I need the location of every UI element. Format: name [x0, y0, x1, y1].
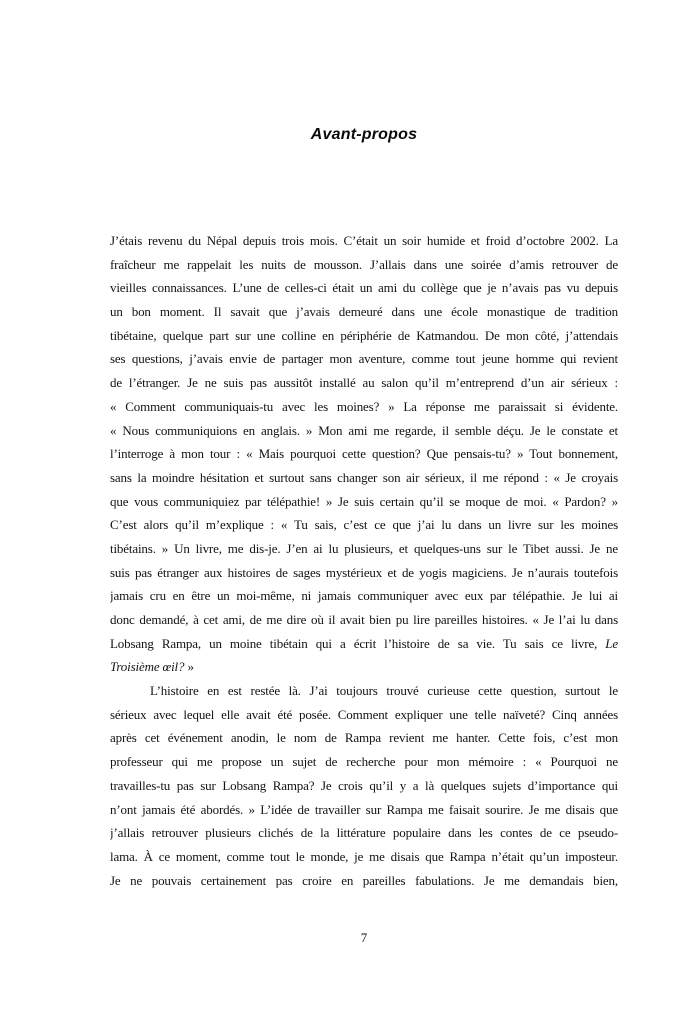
text-segment: l’interroge à mon tour : « Mais pourquoi cette question? Que pensais-tu? » Tout bonnement,	[110, 446, 618, 462]
text-line	[110, 561, 618, 585]
text-segment: que vous communiquiez par télépathie! » Je suis certain qu’il se moque de moi. « Pardon? »	[110, 493, 618, 509]
text-segment: donc demandé, à cet ami, de me dire où il avait bien pu lire pareilles histoires. « Je l’ai lu dans	[110, 612, 618, 627]
text-line	[110, 750, 618, 774]
text-line	[110, 324, 618, 348]
text-line	[110, 821, 618, 845]
text-segment: sans la moindre hésitation et surtout sans changer son air sérieux, il me répond : « Je croyais	[110, 469, 618, 485]
text-segment: Lobsang Rampa, un moine tibétain qui a écrit l’histoire de sa vie. Tu sais ce livre,	[110, 635, 606, 651]
text-line	[110, 229, 618, 253]
text-line	[110, 442, 618, 466]
text-line	[110, 490, 618, 514]
text-line	[110, 300, 618, 324]
text-segment: »	[184, 659, 194, 675]
text-segment: tibétaine, quelque part sur une colline en périphérie de Katmandou. De mon côté, j’attendais	[110, 327, 618, 343]
text-segment: fraîcheur me rappelait les nuits de mousson. J’allais dans une soirée d’amis retrouver de	[110, 256, 618, 272]
text-segment: ses questions, j’avais envie de partager mon aventure, comme tout jeune homme qui revient	[110, 351, 618, 367]
text-line	[110, 253, 618, 277]
text-line	[110, 347, 618, 371]
text-segment: après cet événement anodin, le nom de Rampa revient me hanter. Cette fois, c’est mon	[110, 730, 618, 746]
text-segment: travailles-tu pas sur Lobsang Rampa? Je crois qu’il y a là quelques sujets d’importance qui	[110, 777, 618, 793]
text-line	[110, 276, 618, 300]
text-segment: jamais cru en être un moi-même, ni jamais communiquer avec eux par télépathie. Je lui ai	[110, 588, 618, 604]
text-line	[110, 537, 618, 561]
body-text	[110, 229, 618, 892]
text-segment: « Comment communiquais-tu avec les moines? » La réponse me paraissait si évidente.	[110, 398, 618, 414]
text-line	[110, 584, 618, 608]
text-line	[110, 419, 618, 443]
text-segment: Je ne pouvais certainement pas croire en pareilles fabulations. Je me demandais bien,	[110, 872, 618, 888]
page-title: Avant-propos	[310, 126, 418, 143]
text-line	[110, 869, 618, 893]
text-line	[110, 608, 618, 632]
text-line	[110, 371, 618, 395]
text-line	[110, 513, 618, 537]
text-segment: tibétains. » Un livre, me dis-je. J’en ai lu plusieurs, et quelques-uns sur le Tibet aussi. Je ne	[110, 540, 618, 556]
text-segment: C’est alors qu’il m’explique : « Tu sais, c’est ce que j’ai lu dans un livre sur les moines	[110, 517, 618, 533]
text-line	[110, 632, 618, 656]
text-segment: sérieux avec lequel elle avait été posée. Comment expliquer une telle naïveté? Cinq années	[110, 706, 618, 722]
text-segment: professeur qui me propose un sujet de recherche pour mon mémoire : « Pourquoi ne	[110, 754, 618, 770]
text-segment: L’histoire en est restée là. J’ai toujours trouvé curieuse cette question, surtout le	[150, 683, 618, 699]
text-line	[110, 395, 618, 419]
text-segment: n’ont jamais été abordés. » L’idée de travailler sur Rampa me faisait sourire. Je me disais que	[110, 801, 618, 817]
text-segment: un bon moment. Il savait que j’avais demeuré dans une école monastique de tradition	[110, 304, 618, 320]
text-segment: J’étais revenu du Népal depuis trois mois. C’était un soir humide et froid d’octobre 2002. La	[110, 233, 618, 248]
text-segment: lama. À ce moment, comme tout le monde, je me disais que Rampa n’était qu’un imposteur.	[110, 848, 618, 864]
text-segment: j’allais retrouver plusieurs clichés de la littérature populaire dans les contes de ce pseudo-	[110, 825, 618, 841]
text-segment: « Nous communiquions en anglais. » Mon ami me regarde, il semble déçu. Je le constate et	[110, 422, 618, 438]
text-line	[110, 679, 618, 703]
text-line	[110, 466, 618, 490]
text-segment: suis pas étranger aux histoires de sages mystérieux et de yogis magiciens. Je n’aurais toutefois	[110, 564, 618, 580]
text-line	[110, 703, 618, 727]
text-line	[110, 655, 618, 679]
text-line	[110, 726, 618, 750]
page-number: 7	[360, 930, 368, 945]
text-line	[110, 798, 618, 822]
text-line	[110, 845, 618, 869]
text-segment: de l’étranger. Je ne suis pas aussitôt installé au salon qu’il m’entreprend d’un air sérieux :	[110, 375, 618, 391]
italic-text-segment: Troisième œil?	[110, 659, 185, 675]
italic-text-segment: Le	[605, 635, 618, 651]
text-segment: vieilles connaissances. L’une de celles-ci était un ami du collège que je n’avais pas vu depuis	[110, 280, 618, 296]
text-line	[110, 774, 618, 798]
